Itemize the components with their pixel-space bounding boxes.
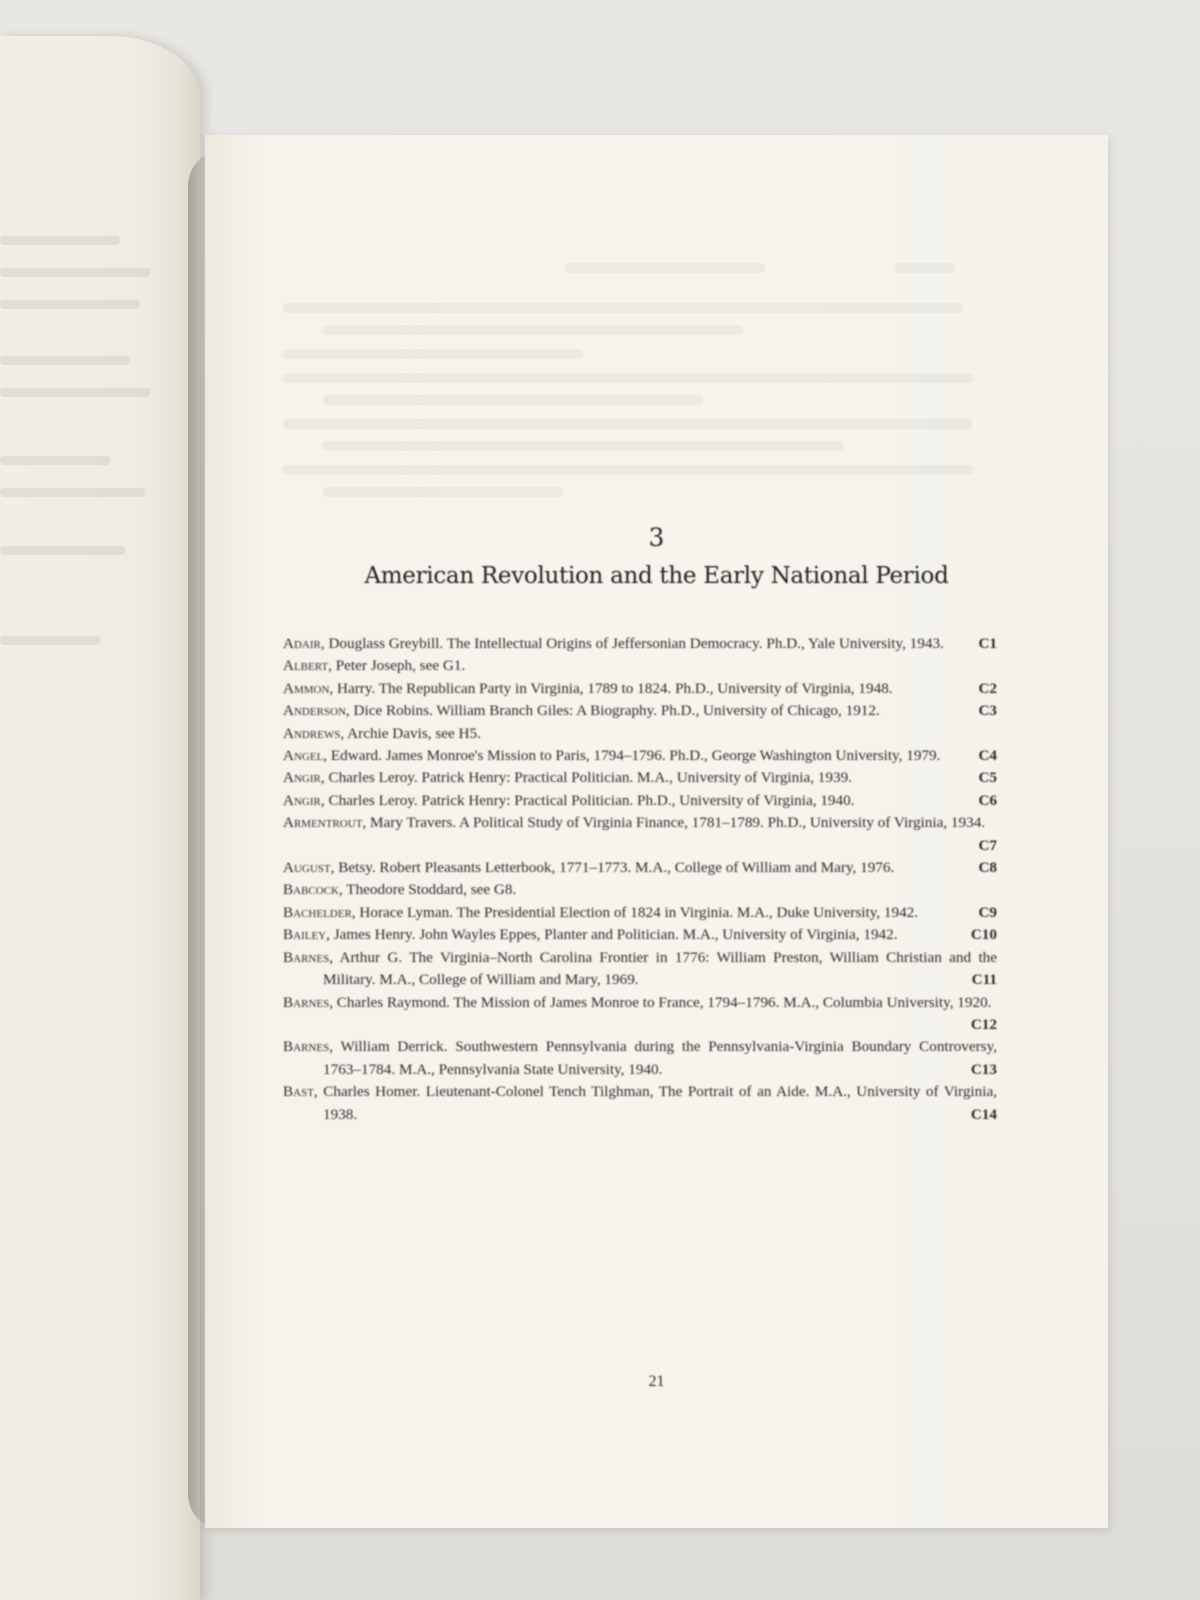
entry-surname: Anderson — [283, 702, 346, 720]
show-through-line — [0, 456, 110, 465]
entry-surname: Armentrout — [283, 814, 363, 832]
bibliography-entry — [283, 879, 997, 901]
show-through-line — [0, 300, 140, 309]
entry-text: , Harry. The Republican Party in Virginia, 1789 to 1824. Ph.D., University of Virginia, 1948. — [329, 679, 893, 697]
chapter-number: 3 — [648, 523, 665, 552]
entry-code: C12 — [970, 1015, 997, 1033]
show-through-line — [323, 325, 743, 335]
entry-surname: Barnes — [283, 948, 330, 966]
entry-code: C7 — [978, 836, 997, 854]
show-through-line — [0, 356, 130, 365]
entry-surname: Adair — [283, 635, 321, 652]
show-through-line — [565, 263, 765, 273]
bibliography-entry — [283, 812, 997, 857]
entry-surname: Angir — [283, 769, 321, 787]
entry-code: C6 — [978, 791, 997, 809]
entry-surname: Bast — [283, 1083, 314, 1101]
entry-surname: Bailey — [283, 926, 327, 944]
bibliography-entry — [283, 767, 997, 789]
bibliography-list — [283, 633, 997, 1126]
entry-text: , Dice Robins. William Branch Giles: A Biography. Ph.D., University of Chicago, 1912. — [345, 702, 880, 720]
show-through-line — [0, 488, 145, 497]
show-through-line — [0, 546, 125, 555]
bibliography-entry — [283, 745, 997, 767]
bibliography-entry — [283, 633, 997, 655]
entry-text: , Archie Davis, see H5. — [340, 724, 481, 742]
entry-surname: Angel — [283, 747, 324, 765]
show-through-line — [283, 419, 973, 429]
bibliography-entry — [283, 790, 997, 812]
entry-text: , Douglass Greybill. The Intellectual Origins of Jeffersonian Democracy. Ph.D., Yale University, 1943. — [320, 635, 944, 652]
entry-code: C11 — [971, 971, 997, 989]
entry-code: C3 — [978, 702, 997, 720]
show-through-line — [283, 373, 973, 383]
entry-surname: Babcock — [283, 881, 339, 899]
entry-text: , Peter Joseph, see G1. — [328, 657, 466, 675]
entry-code: C13 — [970, 1060, 997, 1078]
entry-text: , Charles Leroy. Patrick Henry: Practical Politician. Ph.D., University of Virginia, 1940. — [320, 791, 855, 809]
show-through-line — [0, 636, 100, 645]
entry-text: , William Derrick. Southwestern Pennsylvania during the Pennsylvania-Virginia Boundary Controversy, 1763–1784. M.A., Pennsylvania State University, 1940. — [323, 1038, 997, 1078]
entry-text: , Arthur G. The Virginia–North Carolina Frontier in 1776: William Preston, William Christian and the Military. M.A., College of William and Mary, 1969. — [323, 948, 997, 989]
entry-surname: Barnes — [283, 1038, 330, 1056]
show-through-line — [323, 441, 843, 451]
show-through-line — [323, 395, 703, 405]
bibliography-entry — [283, 924, 997, 946]
bibliography-entry — [283, 857, 997, 879]
bibliography-entry — [283, 723, 997, 745]
bibliography-entry — [283, 947, 997, 992]
entry-code: C5 — [978, 769, 997, 787]
show-through-line — [283, 303, 963, 313]
show-through-line — [323, 487, 563, 497]
show-through-line — [0, 268, 150, 277]
bibliography-entry — [283, 992, 997, 1037]
entry-code: C10 — [970, 926, 997, 944]
chapter-title: American Revolution and the Early National Period — [364, 563, 949, 589]
entry-surname: Andrews — [283, 724, 341, 742]
show-through-line — [895, 263, 955, 273]
entry-surname: Albert — [283, 657, 329, 675]
show-through-line — [283, 349, 583, 359]
bibliography-entry — [283, 1081, 997, 1126]
entry-code: C14 — [970, 1105, 997, 1123]
entry-text: , Mary Travers. A Political Study of Virginia Finance, 1781–1789. Ph.D., University of Virginia, 1934. — [362, 814, 986, 832]
entry-code: C2 — [978, 679, 997, 697]
page-number: 21 — [648, 1373, 665, 1390]
entry-text: , James Henry. John Wayles Eppes, Planter and Politician. M.A., University of Virginia, 1942. — [326, 926, 898, 944]
entry-code: C1 — [978, 635, 997, 652]
entry-code: C4 — [978, 747, 997, 765]
show-through-line — [0, 236, 120, 245]
left-facing-page — [0, 36, 200, 1600]
entry-surname: Barnes — [283, 993, 330, 1011]
entry-text: , Edward. James Monroe's Mission to Paris, 1794–1796. Ph.D., George Washington University, 1979. — [323, 747, 941, 765]
entry-surname: August — [283, 859, 331, 877]
entry-code: C9 — [978, 903, 997, 921]
entry-surname: Ammon — [283, 679, 330, 697]
entry-text: , Charles Leroy. Patrick Henry: Practical Politician. M.A., University of Virginia, 1939. — [320, 769, 852, 787]
bibliography-entry — [283, 655, 997, 677]
show-through-line — [0, 388, 150, 397]
entry-surname: Bachelder — [283, 903, 352, 921]
entry-text: , Charles Homer. Lieutenant-Colonel Tench Tilghman, The Portrait of an Aide. M.A., University of Virginia, 1938. — [313, 1083, 997, 1123]
bibliography-entry — [283, 902, 997, 924]
entry-text: , Horace Lyman. The Presidential Election of 1824 in Virginia. M.A., Duke University, 1942. — [351, 903, 919, 921]
bibliography-entry — [283, 1036, 997, 1081]
entry-text: , Charles Raymond. The Mission of James Monroe to France, 1794–1796. M.A., Columbia University, 1920. — [329, 993, 992, 1011]
entry-surname: Angir — [283, 791, 321, 809]
book-page — [205, 135, 1108, 1528]
show-through-line — [283, 465, 973, 475]
entry-text: , Betsy. Robert Pleasants Letterbook, 1771–1773. M.A., College of William and Mary, 1976. — [330, 859, 895, 877]
entry-code: C8 — [978, 859, 997, 877]
bibliography-entry — [283, 700, 997, 722]
entry-text: , Theodore Stoddard, see G8. — [338, 881, 517, 899]
bibliography-entry — [283, 678, 997, 700]
